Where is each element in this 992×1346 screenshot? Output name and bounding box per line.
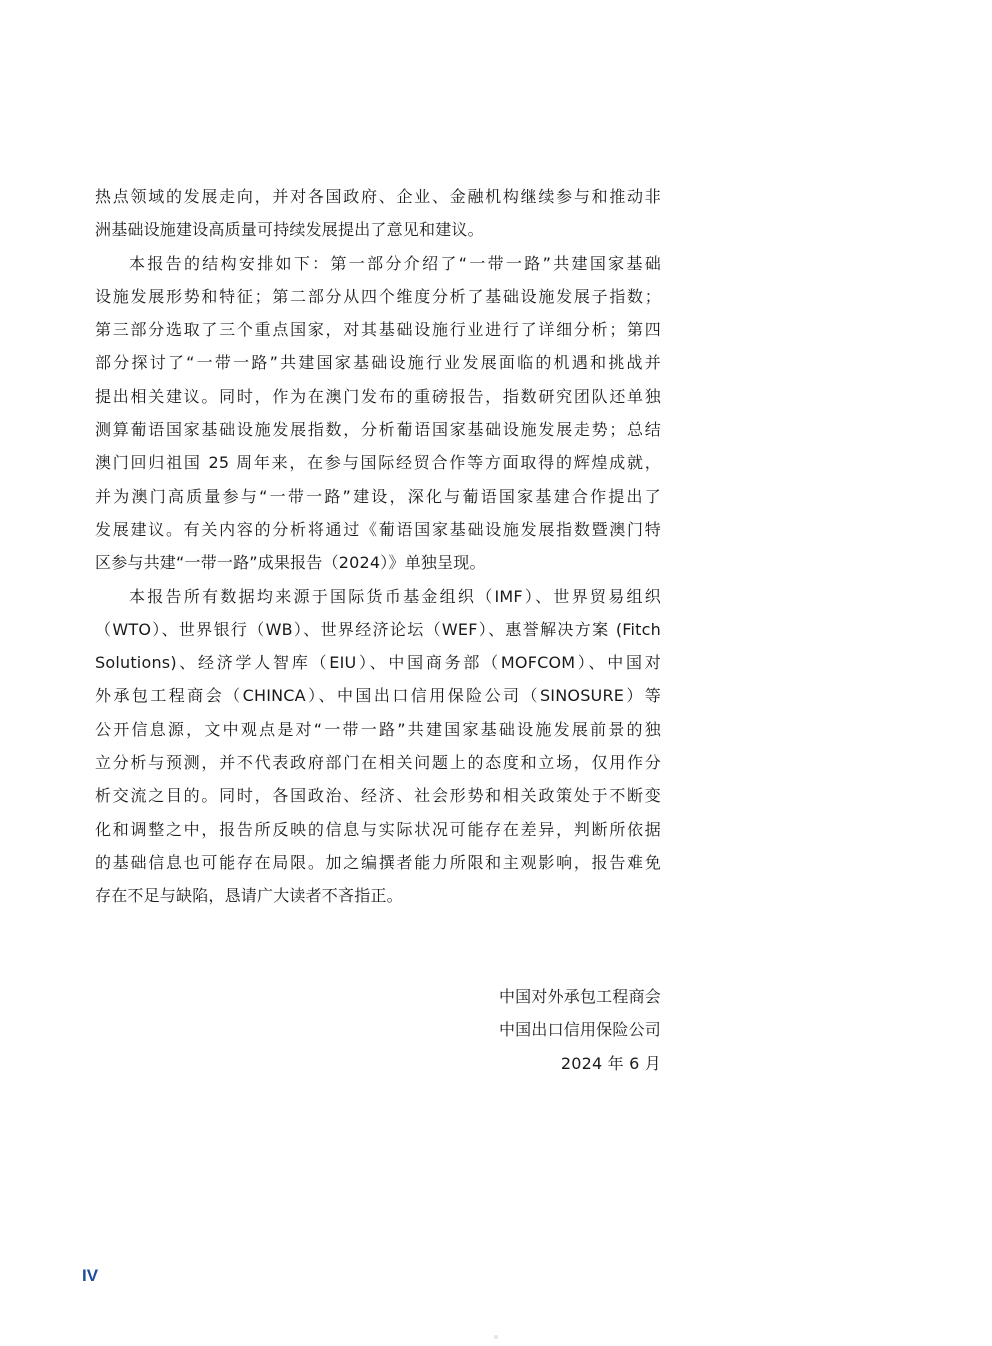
signature-date: 2024 年 6 月 xyxy=(560,1053,661,1073)
text-line: 区参与共建“一带一路”成果报告（2024）》单独呈现。 xyxy=(95,553,486,573)
paragraph-3 xyxy=(95,580,661,913)
paragraph-1 xyxy=(95,180,661,247)
text-line: 发展建议。有关内容的分析将通过《葡语国家基础设施发展指数暨澳门特 xyxy=(95,519,661,539)
text-line: 本报告所有数据均来源于国际货币基金组织（IMF）、世界贸易组织 xyxy=(129,586,661,606)
text-line: 部分探讨了“一带一路”共建国家基础设施行业发展面临的机遇和挑战并 xyxy=(95,353,661,373)
text-line: 第三部分选取了三个重点国家，对其基础设施行业进行了详细分析；第四 xyxy=(95,320,661,340)
text-line: （WTO）、世界银行（WB）、世界经济论坛（WEF）、惠誉解决方案 (Fitch xyxy=(95,619,661,639)
text-line: 热点领域的发展走向，并对各国政府、企业、金融机构继续参与和推动非 xyxy=(95,187,661,206)
text-line: 提出相关建议。同时，作为在澳门发布的重磅报告，指数研究团队还单独 xyxy=(95,386,661,406)
text-line: 化和调整之中，报告所反映的信息与实际状况可能存在差异，判断所依据 xyxy=(95,819,661,839)
text-line: 析交流之目的。同时，各国政治、经济、社会形势和相关政策处于不断变 xyxy=(95,786,661,806)
paragraph-2 xyxy=(95,247,661,580)
text-line: 本报告的结构安排如下：第一部分介绍了“一带一路”共建国家基础 xyxy=(129,253,661,273)
text-line: 洲基础设施建设高质量可持续发展提出了意见和建议。 xyxy=(95,220,484,240)
text-line: 存在不足与缺陷，恳请广大读者不吝指正。 xyxy=(95,886,403,906)
text-line: 澳门回归祖国 25 周年来，在参与国际经贸合作等方面取得的辉煌成就， xyxy=(95,453,661,473)
text-line: 的基础信息也可能存在局限。加之编撰者能力所限和主观影响，报告难免 xyxy=(95,852,661,872)
signature-block xyxy=(499,980,661,1080)
signature-org-sinosure: 中国出口信用保险公司 xyxy=(498,1020,661,1040)
text-line: 外承包工程商会（CHINCA）、中国出口信用保险公司（SINOSURE）等 xyxy=(95,686,661,706)
text-line: 设施发展形势和特征；第二部分从四个维度分析了基础设施发展子指数； xyxy=(95,286,661,306)
text-line: 公开信息源，文中观点是对“一带一路”共建国家基础设施发展前景的独 xyxy=(95,719,661,739)
text-line: 测算葡语国家基础设施发展指数，分析葡语国家基础设施发展走势；总结 xyxy=(95,420,661,440)
text-line: 并为澳门高质量参与“一带一路”建设，深化与葡语国家基建合作提出了 xyxy=(95,486,661,506)
page-number: IV xyxy=(82,1266,99,1285)
text-line: Solutions)、经济学人智库（EIU）、中国商务部（MOFCOM）、中国对 xyxy=(95,653,661,673)
page-footer-dot xyxy=(494,1335,498,1339)
body-text xyxy=(95,180,661,913)
signature-org-chinca: 中国对外承包工程商会 xyxy=(498,987,661,1006)
text-line: 立分析与预测，并不代表政府部门在相关问题上的态度和立场，仅用作分 xyxy=(95,753,661,773)
